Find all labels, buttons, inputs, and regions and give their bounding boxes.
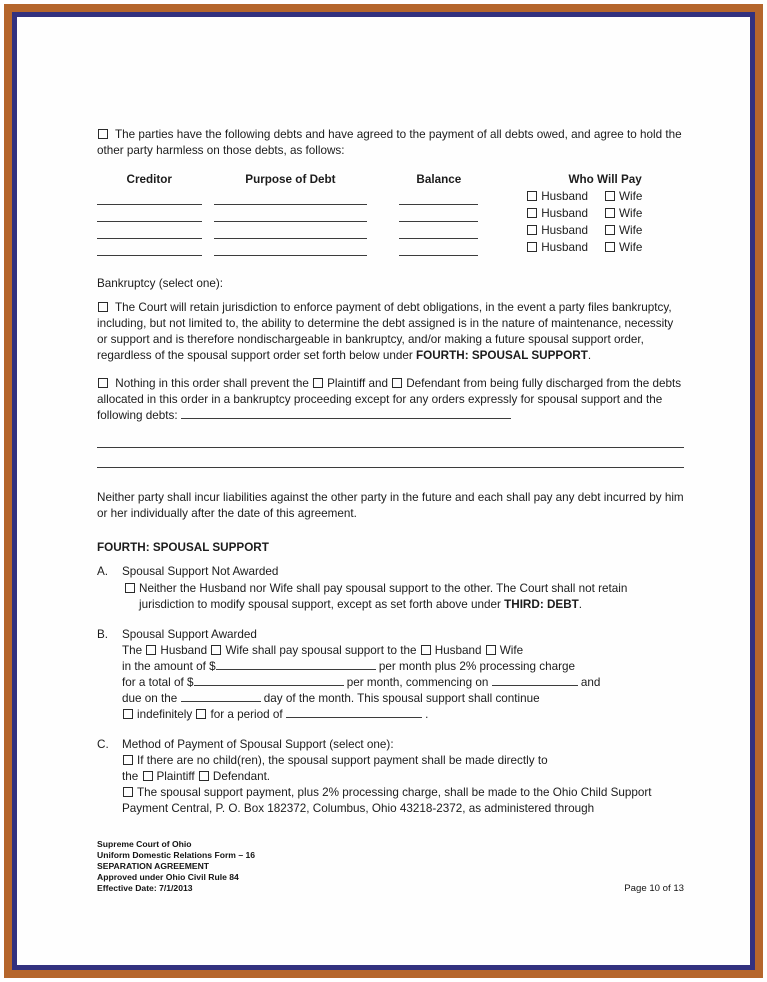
section-c-body <box>122 737 684 817</box>
total-pre-text: for a total of <box>122 676 184 689</box>
third-debt-reference: THIRD: DEBT <box>504 598 579 611</box>
bankruptcy-select-label: Bankruptcy (select one): <box>97 277 224 290</box>
total-line <box>122 675 684 691</box>
cspc-payment-text: The spousal support payment, plus 2% processing charge, shall be made to the Ohio Child Support Payment Central, P. O. Box 182372, Columbus, Ohio 43218-2372, as administered through <box>122 786 652 815</box>
dollar-sign: $ <box>209 660 216 673</box>
payor-wife-checkbox[interactable] <box>211 645 221 655</box>
monthly-amount-field[interactable] <box>216 659 376 670</box>
direct-payment-text: If there are no child(ren), the spousal support payment shall be made directly to <box>137 754 548 767</box>
wife-checkbox[interactable] <box>605 208 615 218</box>
who-pays-wife <box>604 206 642 222</box>
husband-label: Husband <box>541 190 589 203</box>
bankruptcy-option-1-text: The Court will retain jurisdiction to enforce payment of debt obligations, in the event a party files bankruptcy, including, but not limited to, the ability to determine the debt assigned is in the nature of maintenance, necessity or support and is therefore nondischargeable in bankruptcy, and/or making a future spousal support order, regardless of the spousal support order set forth below under <box>97 301 674 362</box>
payee-husband-label: Husband <box>434 644 482 657</box>
wife-label: Wife <box>619 207 643 220</box>
debt-table <box>97 171 684 256</box>
wife-checkbox[interactable] <box>605 225 615 235</box>
inner-page-border <box>12 12 755 970</box>
balance-line[interactable] <box>399 241 478 256</box>
debts-intro-paragraph <box>97 127 684 159</box>
section-a-text: Neither the Husband nor Wife shall pay spousal support to the other. The Court shall not retain jurisdiction to modify spousal support, except as set forth above under <box>139 582 628 611</box>
wife-checkbox[interactable] <box>605 191 615 201</box>
defendant-label: Defendant <box>406 377 461 390</box>
defendant-checkbox[interactable] <box>392 378 402 388</box>
cspc-payment-checkbox[interactable] <box>123 787 133 797</box>
payee-husband-checkbox[interactable] <box>421 645 431 655</box>
no-spousal-support-checkbox[interactable] <box>125 583 135 593</box>
who-pays-wife <box>604 240 642 256</box>
balance-line[interactable] <box>399 207 478 222</box>
bankruptcy-option-2-seg1: Nothing in this order shall prevent the <box>115 377 313 390</box>
who-will-pay-cell <box>526 223 684 239</box>
section-a-option <box>122 581 684 613</box>
duration-line <box>122 707 684 723</box>
who-will-pay-column-header: Who Will Pay <box>568 173 642 186</box>
debt-table-row <box>97 205 684 222</box>
due-date-line <box>122 691 684 707</box>
husband-label: Husband <box>541 241 589 254</box>
husband-checkbox[interactable] <box>527 208 537 218</box>
who-will-pay-cell <box>526 240 684 256</box>
section-a-title: Spousal Support Not Awarded <box>122 565 279 578</box>
bankruptcy-option-1-period: . <box>587 349 592 362</box>
debts-continuation-line[interactable] <box>97 428 684 448</box>
creditor-line[interactable] <box>97 207 202 222</box>
due-day-field[interactable] <box>181 691 261 702</box>
direct-payment-recipient-line <box>122 769 684 785</box>
amount-pre-text: in the amount of <box>122 660 206 673</box>
balance-line[interactable] <box>399 190 478 205</box>
recipient-defendant-label: Defendant. <box>212 770 271 783</box>
payor-husband-label: Husband <box>160 644 208 657</box>
amount-line <box>122 659 684 675</box>
no-future-liability-paragraph: Neither party shall incur liabilities against the other party in the future and each shall pay any debt incurred by him or her individually after the date of this agreement. <box>97 491 684 520</box>
footer-court-name: Supreme Court of Ohio <box>97 839 192 849</box>
footer <box>97 839 684 894</box>
bankruptcy-option-2-seg3: from being fully discharged from the debts allocated in this order in a bankruptcy proceeding except for any orders expressly for spousal support and the following debts: <box>97 377 682 422</box>
section-b-letter: B. <box>97 628 109 641</box>
dollar-sign: $ <box>186 676 194 689</box>
husband-checkbox[interactable] <box>527 242 537 252</box>
debts-continuation-line[interactable] <box>97 448 684 468</box>
section-b-body <box>122 627 684 723</box>
following-debts-line[interactable] <box>181 408 511 419</box>
footer-effective-date: Effective Date: 7/1/2013 <box>97 883 193 893</box>
debt-table-header <box>97 171 684 188</box>
section-a-letter: A. <box>97 565 109 578</box>
husband-checkbox[interactable] <box>527 225 537 235</box>
recipient-the: the <box>122 770 139 783</box>
who-pays-wife <box>604 223 642 239</box>
wife-label: Wife <box>619 224 643 237</box>
wife-label: Wife <box>619 190 643 203</box>
due-pre-text: due on the <box>122 692 178 705</box>
section-b <box>97 627 684 723</box>
page-number: Page 10 of 13 <box>624 883 684 894</box>
recipient-plaintiff-label: Plaintiff <box>156 770 195 783</box>
section-c-letter: C. <box>97 738 109 751</box>
direct-payment-checkbox[interactable] <box>123 755 133 765</box>
creditor-column-header: Creditor <box>126 173 172 186</box>
due-post-text: day of the month. This spousal support shall continue <box>263 692 540 705</box>
total-end-text: and <box>580 676 601 689</box>
creditor-line[interactable] <box>97 224 202 239</box>
wife-checkbox[interactable] <box>605 242 615 252</box>
section-a <box>97 564 684 613</box>
purpose-column-header: Purpose of Debt <box>245 173 336 186</box>
purpose-line[interactable] <box>214 190 368 205</box>
wife-label: Wife <box>619 241 643 254</box>
document-content <box>17 17 750 894</box>
duration-period: . <box>425 708 429 721</box>
fourth-spousal-support-heading: FOURTH: SPOUSAL SUPPORT <box>97 541 269 554</box>
bankruptcy-retain-jurisdiction-checkbox[interactable] <box>98 302 108 312</box>
debt-table-row <box>97 188 684 205</box>
payee-wife-checkbox[interactable] <box>486 645 496 655</box>
period-of-label: for a period of <box>210 708 283 721</box>
bankruptcy-discharge-checkbox[interactable] <box>98 378 108 388</box>
bankruptcy-option-2 <box>97 376 684 424</box>
who-pays-husband <box>526 223 588 239</box>
payee-wife-label: Wife <box>499 644 524 657</box>
recipient-plaintiff-checkbox[interactable] <box>143 771 153 781</box>
section-a-period: . <box>578 598 583 611</box>
debt-table-row <box>97 222 684 239</box>
amount-post-text: per month plus 2% processing charge <box>378 660 576 673</box>
husband-label: Husband <box>541 207 589 220</box>
plaintiff-checkbox[interactable] <box>313 378 323 388</box>
payor-payee-line <box>122 643 684 659</box>
indefinitely-label: indefinitely <box>137 708 193 721</box>
total-amount-field[interactable] <box>194 675 344 686</box>
bankruptcy-option-1 <box>97 300 684 364</box>
husband-checkbox[interactable] <box>527 191 537 201</box>
who-pays-husband <box>526 189 588 205</box>
b-the: The <box>122 644 143 657</box>
balance-line[interactable] <box>399 224 478 239</box>
continuation-lines <box>97 428 684 468</box>
footer-approval: Approved under Ohio Civil Rule 84 <box>97 872 239 882</box>
who-will-pay-cell <box>526 189 684 205</box>
purpose-line[interactable] <box>214 207 368 222</box>
who-will-pay-cell <box>526 206 684 222</box>
fourth-spousal-support-reference: FOURTH: SPOUSAL SUPPORT <box>416 349 588 362</box>
payor-middle-text: Wife shall pay spousal support to the <box>225 644 417 657</box>
creditor-line[interactable] <box>97 241 202 256</box>
purpose-line[interactable] <box>214 224 368 239</box>
plaintiff-label: Plaintiff <box>327 377 366 390</box>
section-b-title: Spousal Support Awarded <box>122 628 257 641</box>
debts-agreement-checkbox[interactable] <box>98 129 108 139</box>
form-identification <box>97 839 255 894</box>
section-a-body <box>122 564 684 613</box>
period-checkbox[interactable] <box>196 709 206 719</box>
who-pays-husband <box>526 206 588 222</box>
outer-page-border <box>4 4 763 978</box>
debt-table-row <box>97 239 684 256</box>
balance-column-header: Balance <box>416 173 462 186</box>
bankruptcy-option-2-seg2: and <box>368 377 392 390</box>
commencing-date-field[interactable] <box>492 675 578 686</box>
direct-payment-option <box>122 753 684 769</box>
indefinitely-checkbox[interactable] <box>123 709 133 719</box>
husband-label: Husband <box>541 224 589 237</box>
cspc-payment-option <box>122 785 684 817</box>
total-mid-text: per month, commencing on <box>346 676 489 689</box>
who-pays-wife <box>604 189 642 205</box>
debts-intro-text: The parties have the following debts and have agreed to the payment of all debts owed, and agree to hold the other party harmless on those debts, as follows: <box>97 128 682 157</box>
period-length-field[interactable] <box>286 707 422 718</box>
section-c <box>97 737 684 817</box>
payor-husband-checkbox[interactable] <box>146 645 156 655</box>
creditor-line[interactable] <box>97 190 202 205</box>
footer-form-number: Uniform Domestic Relations Form – 16 <box>97 850 256 860</box>
section-c-title: Method of Payment of Spousal Support (select one): <box>122 738 394 751</box>
footer-form-title: SEPARATION AGREEMENT <box>97 861 210 871</box>
purpose-line[interactable] <box>214 241 368 256</box>
who-pays-husband <box>526 240 588 256</box>
recipient-defendant-checkbox[interactable] <box>199 771 209 781</box>
